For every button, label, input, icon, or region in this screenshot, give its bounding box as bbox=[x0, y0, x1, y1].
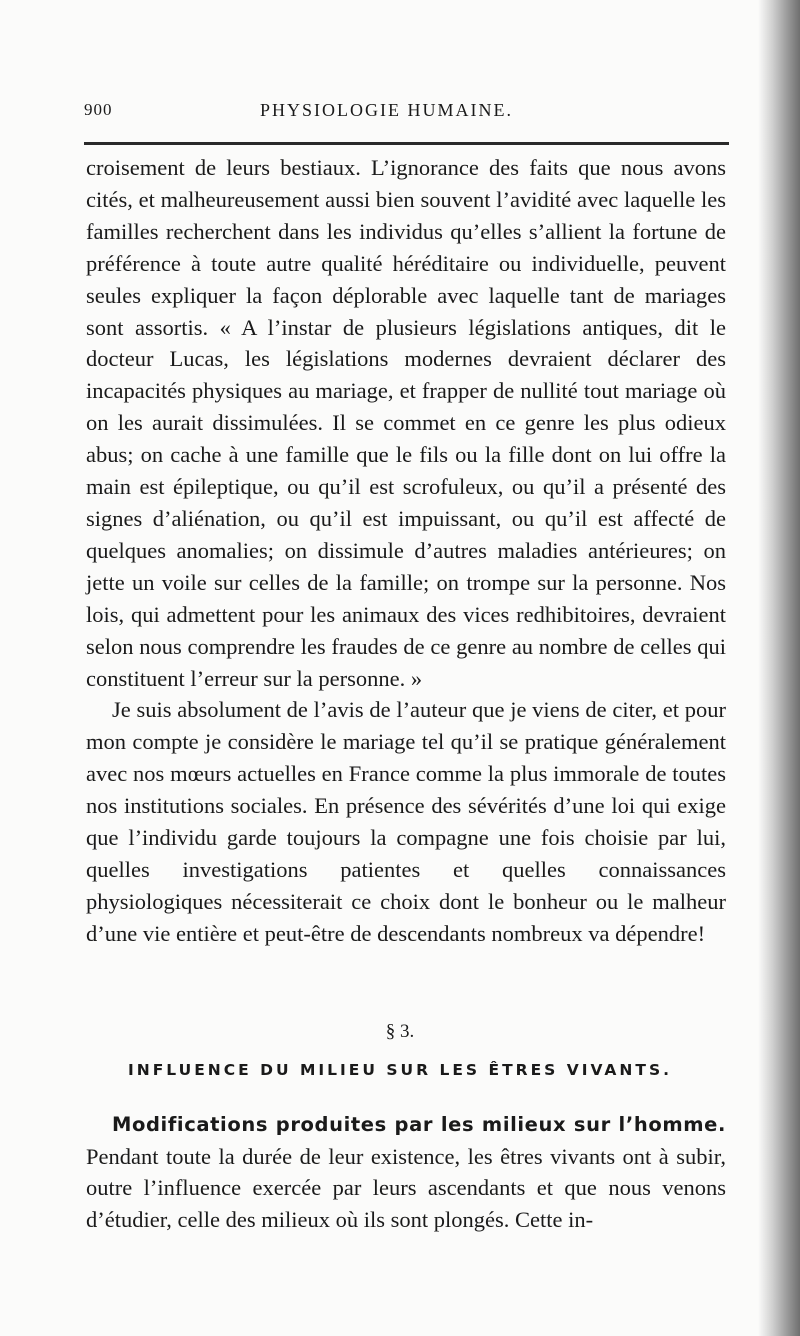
running-head: PHYSIOLOGIE HUMAINE. bbox=[260, 100, 513, 120]
page-number: 900 bbox=[84, 100, 113, 119]
section-paragraph-text: Pendant toute la durée de leur existence, les êtres vivants ont à subir, outre l’influence exercée par leurs ascendants et que nous venons d’étudier, celle des milieux où ils sont plongés. Cette in- bbox=[86, 1143, 726, 1232]
paragraph-1: croisement de leurs bestiaux. L’ignorance des faits que nous avons cités, et malheureusement aussi bien souvent l’avidité avec laquelle les familles recherchent dans les individus qu’elles s’allient la fortune de préférence à toute autre qualité héréditaire ou individuelle, peuvent seules expliquer la façon déplorable avec laquelle tant de mariages sont assortis. « A l’instar de plusieurs législations antiques, dit le docteur Lucas, les législations modernes devraient déclarer des incapacités physiques au mariage, et frapper de nullité tout mariage où on les aurait dissimulées. Il se commet en ce genre les plus odieux abus; on cache à une famille que le fils ou la fille dont on lui offre la main est épileptique, ou qu’il est scrofuleux, ou qu’il a présenté des signes d’aliénation, ou qu’il est impuissant, ou qu’il est affecté de quelques anomalies; on dissimule d’autres maladies antérieures; on jette un voile sur celles de la famille; on trompe sur la personne. Nos lois, qui admettent pour les animaux des vices redhibitoires, devraient selon nous comprendre les fraudes de ce genre au nombre de celles qui constituent l’erreur sur la personne. » bbox=[86, 155, 726, 691]
run-in-heading: Modifications produites par les milieux sur l’homme. bbox=[112, 1113, 726, 1136]
section-number: § 3. bbox=[385, 1021, 415, 1042]
section-paragraph bbox=[86, 1108, 726, 1235]
section-text bbox=[86, 1108, 726, 1235]
header-rule bbox=[84, 142, 729, 145]
page-edge-shadow bbox=[758, 0, 800, 1336]
paragraph-2: Je suis absolument de l’avis de l’auteur que je viens de citer, et pour mon compte je considère le mariage tel qu’il se pratique généralement avec nos mœurs actuelles en France comme la plus immorale de toutes nos institutions sociales. En présence des sévérités d’une loi qui exige que l’individu garde toujours la compagne une fois choisie par lui, quelles investigations patientes et quelles connaissances physiologiques nécessiterait ce choix dont le bonheur ou le malheur d’une vie entière et peut-être de descendants nombreux va dépendre! bbox=[86, 697, 726, 946]
page-header bbox=[84, 100, 734, 130]
section-title: INFLUENCE DU MILIEU SUR LES ÊTRES VIVANTS. bbox=[127, 1061, 673, 1079]
main-text bbox=[86, 152, 726, 950]
